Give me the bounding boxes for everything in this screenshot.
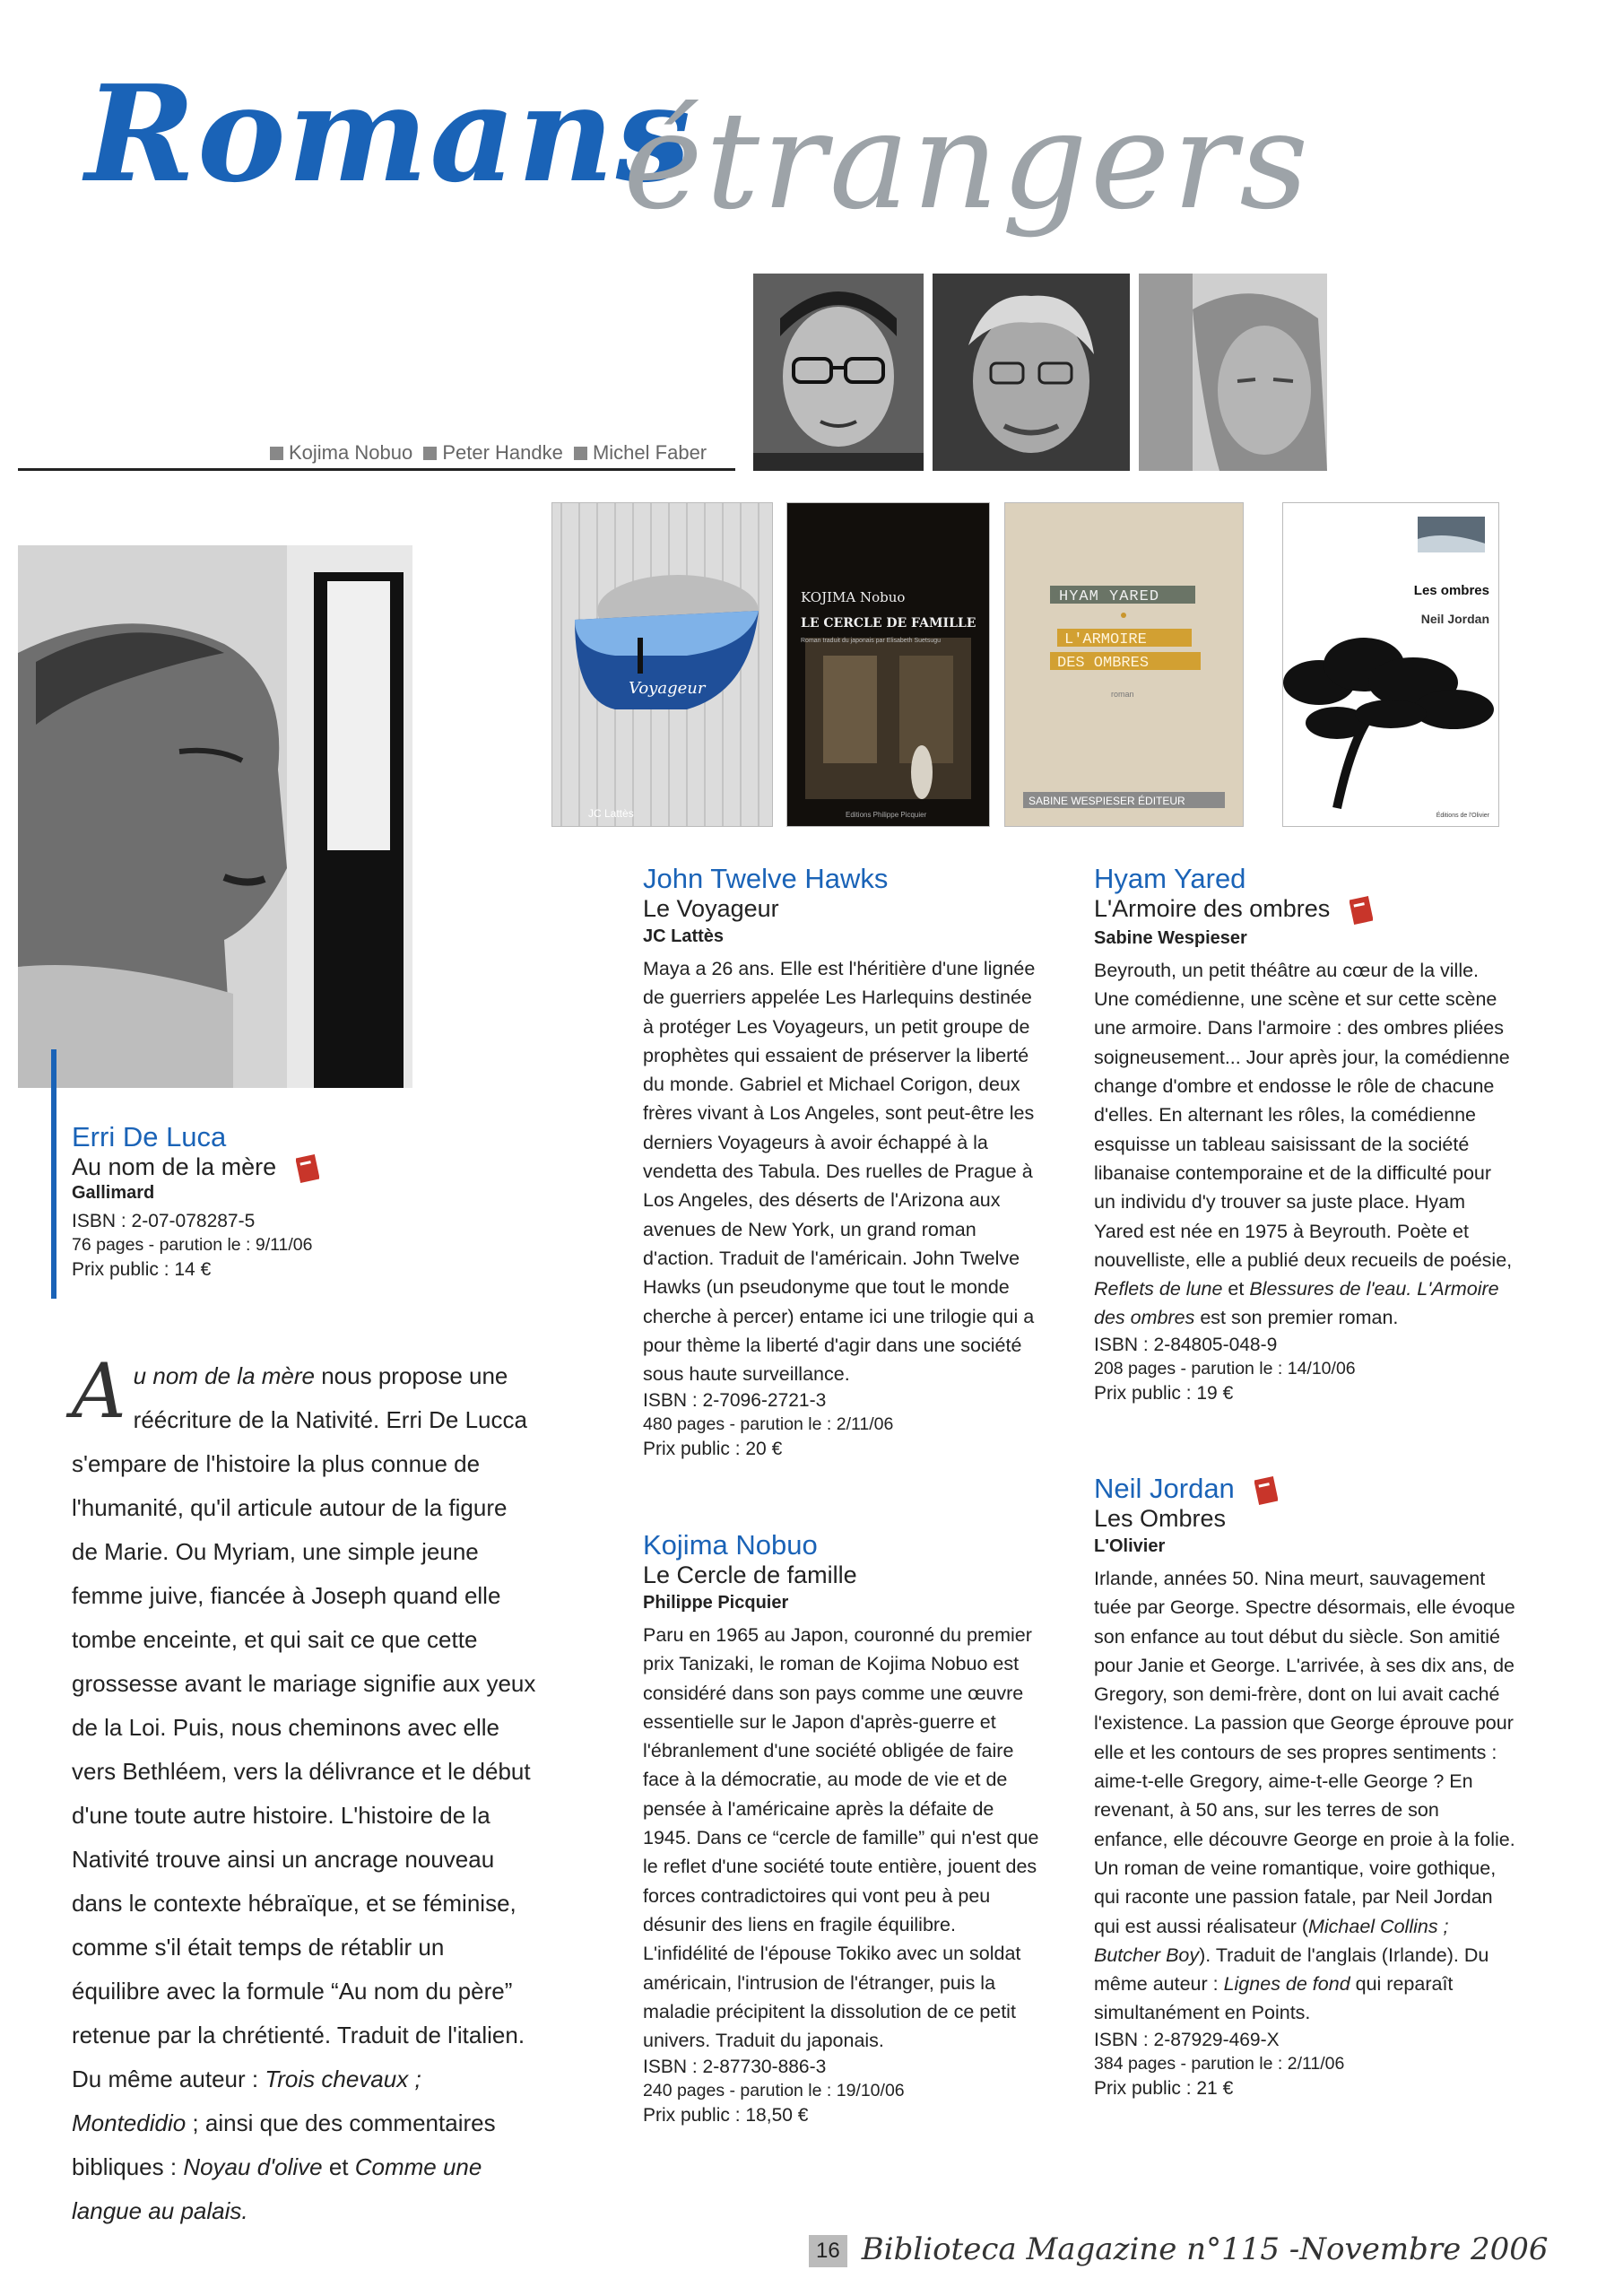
footer-text: Biblioteca Magazine n°115 -Novembre 2006 bbox=[861, 2231, 1549, 2267]
price: Prix public : 18,50 € bbox=[643, 2105, 809, 2126]
pages-date: 240 pages - parution le : 19/10/06 bbox=[643, 2081, 905, 2101]
isbn: ISBN : 2-87730-886-3 bbox=[643, 2057, 827, 2078]
cover-armoire bbox=[1004, 502, 1244, 827]
price: Prix public : 19 € bbox=[1094, 1382, 1234, 1404]
erri-review bbox=[72, 1347, 538, 2233]
book-title: Le Voyageur bbox=[643, 895, 779, 922]
review-text: Maya a 26 ans. Elle est l'héritière d'une lignée de guerriers appelée Les Harlequins destinée à protéger Les Voyageurs, un petit groupe de prophètes qui essaient de préserver la liberté du monde. Gabriel et Michael Corigon, deux frères vivant à Los Angeles, sont peut-être les derniers Voyageurs à avoir échappé à la vendetta des Tabula. Des ruelles de Prague à Los Angeles, des déserts de l'Arizona aux avenues de New York, un grand roman d'action. Traduit de l'américain. John Twelve Hawks (un pseudonyme que tout le monde cherche à percer) entame ici une trilogie qui a pour thème la liberté d'agir dans une société sous haute surveillance. bbox=[643, 958, 1036, 1386]
erri-block bbox=[72, 1121, 430, 1282]
square-bullet-icon bbox=[574, 447, 587, 460]
book-meta bbox=[643, 1388, 1045, 1461]
cover-armoire-author: HYAM YARED bbox=[1059, 588, 1160, 605]
author-name: Hyam Yared bbox=[1094, 863, 1246, 894]
kojima-block bbox=[643, 1529, 1045, 2127]
square-bullet-icon bbox=[423, 447, 437, 460]
cover-cercle-author: KOJIMA Nobuo bbox=[801, 589, 906, 605]
publisher: Gallimard bbox=[72, 1182, 155, 1203]
cover-cercle-publisher: Editions Philippe Picquier bbox=[846, 811, 927, 819]
erri-review-text: u nom de la mère nous propose une réécriture de la Nativité. Erri De Lucca s'empare de l'histoire la plus connue de l'humanité, qu'il articule autour de la figure de Marie. Ou Myriam, une simple jeune femme juive, fiancée à Joseph quand elle tombe enceinte, et qui sait ce que cette grossesse avant le mariage signifie aux yeux de la Loi. Puis, nous cheminons avec elle vers Bethléem, vers la délivrance et le début d'une toute autre histoire. L'histoire de la Nativité trouve ainsi un ancrage nouveau dans le contexte hébraïque, et se féminise, comme s'il était temps de rétablir un équilibre avec la formule “Au nom du père” retenue par la chrétienté. Traduit de l'italien. Du même auteur : Trois chevaux ; Montedidio ; ainsi que des commentaires bibliques : Noyau d'olive et Comme une langue au palais. bbox=[72, 1362, 536, 2224]
pages-date: 384 pages - parution le : 2/11/06 bbox=[1094, 2053, 1345, 2074]
cover-cercle-subtitle: Roman traduit du japonais par Elisabeth Suetsugu bbox=[801, 638, 942, 644]
portrait-kojima bbox=[753, 274, 924, 471]
cover-voyageur-publisher: JC Lattès bbox=[588, 807, 634, 820]
twelve-block bbox=[643, 863, 1045, 1461]
cover-ombres-author: Neil Jordan bbox=[1420, 612, 1489, 626]
square-bullet-icon bbox=[270, 447, 283, 460]
cover-cercle-title: LE CERCLE DE FAMILLE bbox=[801, 616, 976, 631]
header-names bbox=[265, 441, 707, 465]
author-name: John Twelve Hawks bbox=[643, 863, 889, 894]
portrait-handke bbox=[933, 274, 1130, 471]
author-name bbox=[1094, 1473, 1515, 1505]
book-meta bbox=[1094, 2028, 1515, 2100]
price: Prix public : 20 € bbox=[643, 1439, 783, 1460]
pages-date: 208 pages - parution le : 14/10/06 bbox=[1094, 1358, 1356, 1378]
pages-date: 76 pages - parution le : 9/11/06 bbox=[72, 1234, 313, 1255]
portrait-erri-de-luca bbox=[18, 545, 412, 1088]
publisher: JC Lattès bbox=[643, 926, 725, 946]
publisher: Philippe Picquier bbox=[643, 1593, 789, 1613]
cover-cercle bbox=[786, 502, 990, 827]
jordan-block bbox=[1094, 1473, 1515, 2100]
cover-armoire-publisher: SABINE WESPIESER ÉDITEUR bbox=[1028, 795, 1185, 807]
isbn: ISBN : 2-84805-048-9 bbox=[1094, 1334, 1278, 1355]
book-title-text: L'Armoire des ombres bbox=[1094, 895, 1331, 922]
review-text: Beyrouth, un petit théâtre au cœur de la ville. Une comédienne, une scène et sur cette scène une armoire. Dans l'armoire : des ombres pliées soigneusement... Jour après jour, la comédienne change d'ombre et endosse le rôle de chacune d'elles. En alternant les rôles, la comédienne esquisse un tableau saisissant de la société libanaise contemporaine et de la difficulté pour un individu d'y trouver sa juste place. Hyam Yared est née en 1975 à Beyrouth. Poète et nouvelliste, elle a publié deux recueils de poésie, Reflets de lune et Blessures de l'eau. L'Armoire des ombres est son premier roman. bbox=[1094, 959, 1513, 1329]
book-meta bbox=[72, 1209, 430, 1282]
review-text: Irlande, années 50. Nina meurt, sauvagement tuée par George. Spectre désormais, elle évoque son enfance au tout début du siècle. Son amitié pour Janie et George. L'arrivée, à ses dix ans, de Gregory, son demi-frère, dont on lui avait caché l'existence. La passion que George éprouve pour elle et les contours de ses propres sentiments : aime-t-elle Gregory, aime-t-elle George ? En revenant, à 50 ans, sur les terres de son enfance, elle découvre George en proie à la folie. Un roman de veine romantique, voire gothique, qui raconte une passion fatale, par Neil Jordan qui est aussi réalisateur (Michael Collins ; Butcher Boy). Traduit de l'anglais (Irlande). Du même auteur : Lignes de fond qui reparaît simultanément en Points. bbox=[1094, 1568, 1515, 2024]
publisher: Sabine Wespieser bbox=[1094, 927, 1247, 948]
cover-voyageur bbox=[551, 502, 773, 827]
book-title: Les Ombres bbox=[1094, 1505, 1227, 1532]
title-etrangers: étrangers bbox=[623, 83, 1312, 239]
price: Prix public : 14 € bbox=[72, 1258, 212, 1280]
author-name-text: Neil Jordan bbox=[1094, 1473, 1235, 1504]
author-name: Erri De Luca bbox=[72, 1121, 227, 1152]
cover-ombres-title: Les ombres bbox=[1413, 583, 1489, 598]
cover-armoire-title-2: DES OMBRES bbox=[1057, 655, 1150, 672]
book-icon bbox=[1254, 1476, 1278, 1505]
book-icon bbox=[1350, 896, 1373, 925]
pages-date: 480 pages - parution le : 2/11/06 bbox=[643, 1414, 894, 1435]
page-number: 16 bbox=[809, 2235, 847, 2267]
cover-ombres-publisher: Éditions de l'Olivier bbox=[1436, 813, 1489, 819]
portrait-faber bbox=[1139, 274, 1327, 471]
footer bbox=[809, 2231, 1549, 2267]
publisher: L'Olivier bbox=[1094, 1536, 1166, 1556]
book-icon bbox=[296, 1154, 319, 1183]
author-name: Kojima Nobuo bbox=[643, 1529, 818, 1561]
dropcap: A bbox=[72, 1347, 126, 1435]
cover-armoire-genre: roman bbox=[1111, 690, 1134, 699]
name-faber: Michel Faber bbox=[592, 441, 707, 464]
header-rule bbox=[18, 468, 735, 471]
cover-ombres bbox=[1282, 502, 1499, 827]
isbn: ISBN : 2-7096-2721-3 bbox=[643, 1390, 827, 1412]
name-kojima: Kojima Nobuo bbox=[289, 441, 413, 464]
cover-voyageur-title: Voyageur bbox=[629, 679, 706, 698]
isbn: ISBN : 2-87929-469-X bbox=[1094, 2029, 1280, 2050]
book-title-text: Au nom de la mère bbox=[72, 1153, 277, 1180]
book-meta bbox=[643, 2055, 1045, 2127]
cover-armoire-title-1: L'ARMOIRE bbox=[1064, 631, 1147, 648]
accent-bar bbox=[51, 1049, 56, 1299]
book-title: Le Cercle de famille bbox=[643, 1561, 857, 1588]
book-title bbox=[72, 1153, 430, 1183]
review-text: Paru en 1965 au Japon, couronné du premier prix Tanizaki, le roman de Kojima Nobuo est considéré dans son pays comme une œuvre essentielle sur le Japon d'après-guerre et l'ébranlement d'une société obligée de faire face à la démocratie, au mode de vie et de pensée à l'américaine après la défaite de 1945. Dans ce “cercle de famille” qui n'est que le reflet d'une société toute entière, jouent des forces contradictoires qui vont peu à peu désunir des liens en fragile équilibre. L'infidélité de l'épouse Tokiko avec un soldat américain, l'intrusion de l'étranger, puis la maladie précipitent la dissolution de ce petit univers. Traduit du japonais. bbox=[643, 1624, 1039, 2052]
book-meta bbox=[1094, 1333, 1515, 1405]
title-romans: Romans bbox=[85, 56, 693, 212]
yared-block bbox=[1094, 863, 1515, 1405]
name-handke: Peter Handke bbox=[442, 441, 563, 464]
book-title bbox=[1094, 895, 1515, 925]
price: Prix public : 21 € bbox=[1094, 2077, 1234, 2099]
isbn: ISBN : 2-07-078287-5 bbox=[72, 1210, 256, 1231]
